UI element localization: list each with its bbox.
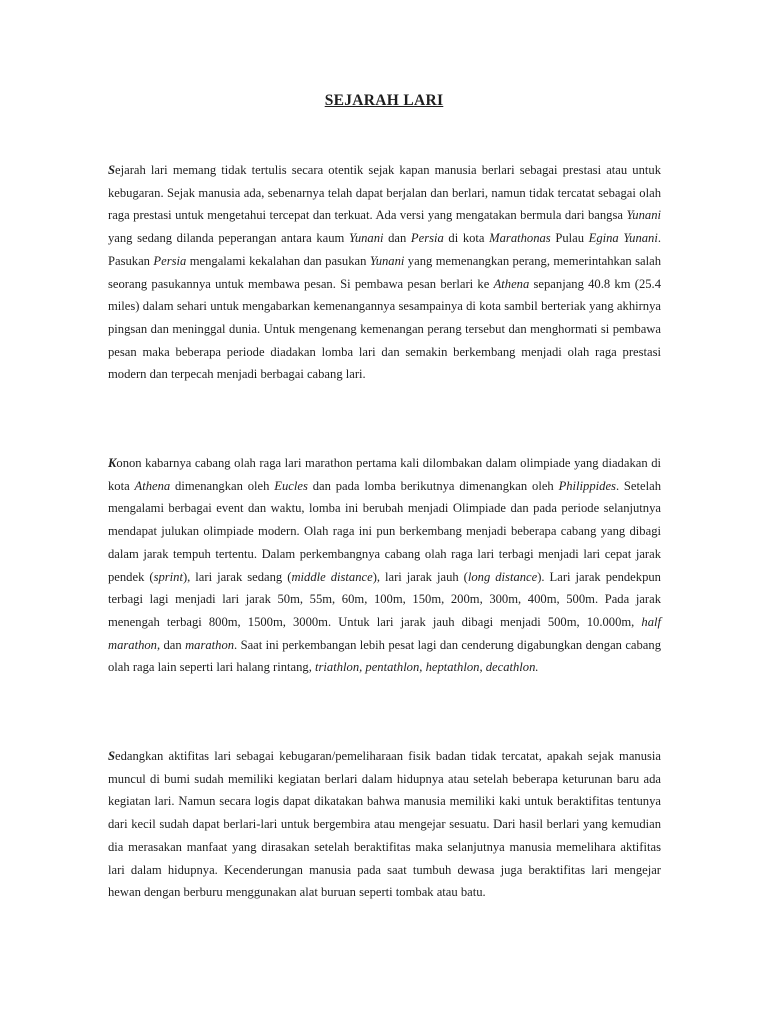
text-run: ), lari jarak sedang (: [182, 569, 292, 584]
paragraph-2: [108, 452, 661, 679]
text-run: di kota: [443, 231, 490, 246]
text-run: dan pada lomba berikutnya dimenangkan oleh: [307, 478, 559, 493]
text-run: yang sedang dilanda peperangan antara kaum: [108, 231, 349, 246]
text-run: edangkan aktifitas lari sebagai kebugaran/pemeliharaan fisik badan tidak tercatat, apakah sejak manusia muncul di bumi sudah memiliki kegiatan berlari dalam hidupnya atau setelah beberapa keturunan baru ada kegiatan lari. Namun secara logis dapat dikatakan bahwa manusia memiliki kaki untuk beraktifitas tentunya dari kecil sudah dapat berlari-lari untuk bergembira atau mengejar sesuatu. Dari hasil berlari yang kemudian dia merasakan manfaat yang dirasakan setelah beraktifitas maka selanjutnya manusia memelihara aktifitas lari dalam hidupnya. Kecenderungan manusia pada saat tumbuh dewasa juga beraktifitas lari mengejar hewan dengan berburu menggunakan alat buruan seperti tombak atau batu.: [108, 749, 661, 900]
text-run: ). Lari jarak pendekpun terbagi lagi menjadi lari jarak 50m, 55m, 60m, 100m, 150m, 200m, 300m, 400m, 500m. Pada jarak menengah terbagi 800m, 1500m, 3000m. Untuk lari jarak jauh dibagi menjadi 500m, 10.000m,: [108, 569, 661, 629]
italic-term: Philippides: [558, 478, 616, 493]
italic-term: sprint: [153, 569, 183, 584]
paragraph-3: [108, 745, 661, 904]
text-run: ejarah lari memang tidak tertulis secara otentik sejak kapan manusia berlari sebagai prestasi atau untuk kebugaran. Sejak manusia ada, sebenarnya telah dapat berjalan dan berlari, namun tidak tercatat sebagai olah raga prestasi untuk mengetahui tercepat dan terkuat. Ada versi yang mengatakan bermula dari bangsa: [108, 163, 661, 223]
italic-term: Yunani: [369, 253, 405, 268]
italic-term: Persia: [410, 231, 444, 246]
paragraph-1: [108, 159, 661, 386]
text-run: sepanjang 40.8 km (25.4 miles) dalam sehari untuk mengabarkan kemenangannya sesampainya di kota sambil berteriak yang akhirnya pingsan dan meninggal dunia. Untuk mengenang kemenangan perang tersebut dan menghormati si pembawa pesan maka beberapa periode diadakan lomba lari dan semakin berkembang menjadi olah raga prestasi modern dan terpecah menjadi berbagai cabang lari.: [108, 276, 661, 382]
text-run: mengalami kekalahan dan pasukan: [186, 253, 370, 268]
drop-initial: K: [108, 456, 117, 470]
drop-initial: S: [108, 749, 116, 763]
italic-term: half marathon: [108, 614, 661, 652]
italic-term: Egina Yunani: [588, 231, 658, 246]
text-run: . Saat ini perkembangan lebih pesat lagi dan cenderung digabungkan dengan cabang olah raga lain seperti lari halang rintang,: [108, 637, 661, 675]
text-run: dimenangkan oleh: [170, 478, 275, 493]
italic-term: Yunani: [626, 208, 661, 223]
italic-term: Yunani: [348, 231, 384, 246]
italic-term: Athena: [134, 478, 171, 493]
italic-term: Eucles: [274, 478, 308, 493]
italic-term: Persia: [153, 253, 187, 268]
italic-term: long distance: [467, 569, 538, 584]
italic-term: marathon: [185, 637, 235, 652]
text-run: yang memenangkan perang, memerintahkan salah seorang pasukannya untuk membawa pesan. Si pembawa pesan berlari ke: [108, 253, 662, 291]
text-run: . Pasukan: [108, 231, 662, 268]
italic-term: Athena: [493, 276, 530, 291]
drop-initial: S: [108, 163, 116, 177]
text-run: dan: [383, 231, 411, 246]
text-run: , dan: [156, 637, 186, 652]
text-run: Pulau: [550, 231, 589, 246]
text-run: onon kabarnya cabang olah raga lari marathon pertama kali dilombakan dalam olimpiade yang diadakan di kota: [108, 456, 661, 493]
italic-term: Marathonas: [489, 231, 551, 246]
italic-term: triathlon, pentathlon, heptathlon, decathlon.: [315, 660, 539, 675]
document-title: SEJARAH LARI: [324, 92, 444, 109]
italic-term: middle distance: [291, 569, 373, 584]
text-run: . Setelah mengalami berbagai event dan waktu, lomba ini berubah menjadi Olimpiade dan pada periode selanjutnya mendapat julukan olimpiade modern. Olah raga ini pun berkembang menjadi beberapa cabang yang dibagi dalam jarak tempuh tertentu. Dalam perkembangnya cabang olah raga lari terbagi menjadi lari cepat jarak pendek (: [108, 478, 661, 584]
text-run: ), lari jarak jauh (: [372, 569, 468, 584]
